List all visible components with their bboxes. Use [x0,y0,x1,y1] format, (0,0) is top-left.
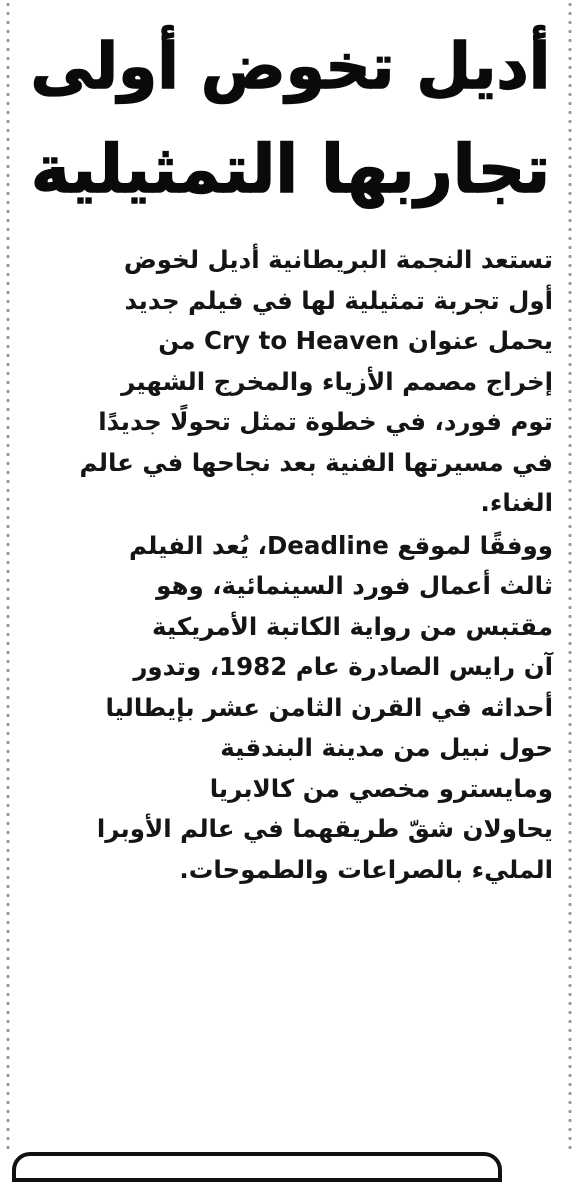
paragraph-line: في مسيرتها الفنية بعد نجاحها في عالم [79,447,553,477]
paragraph-line: ووفقًا لموقع Deadline، يُعد الفيلم [128,530,553,560]
paragraph-line: الغناء. [480,488,553,517]
headline-line-1: أديل تخوض أولى [30,29,551,103]
paragraph-line: المليء بالصراعات والطموحات. [179,854,553,884]
left-dotted-border [6,0,10,1150]
paragraph-line: توم فورد، في خطوة تمثل تحولًا جديدًا [98,407,553,436]
article-paragraph-1 [28,240,553,524]
paragraph-line: يحمل عنوان Cry to Heaven من [158,326,553,355]
right-dotted-border [568,0,572,1150]
news-article [28,0,553,890]
paragraph-line: أحداثه في القرن الثامن عشر بإيطاليا [105,692,553,722]
paragraph-line: إخراج مصمم الأزياء والمخرج الشهير [121,366,553,396]
paragraph-line: ثالث أعمال فورد السينمائية، وهو [156,571,553,600]
paragraph-line: آن رايس الصادرة عام 1982، وتدور [133,652,553,681]
paragraph-line: حول نبيل من مدينة البندقية [220,733,553,762]
article-paragraph-2 [28,526,553,891]
paragraph-line: تستعد النجمة البريطانية أديل لخوض [123,245,553,274]
paragraph-line: يحاولان شقّ طريقهما في عالم الأوبرا [96,814,553,843]
paragraph-line: ومايسترو مخصي من كالابريا [209,773,553,803]
paragraph-line: أول تجربة تمثيلية لها في فيلم جديد [124,285,553,315]
paragraph-line: مقتبس من رواية الكاتبة الأمريكية [151,611,553,641]
headline-line-2: تجاربها التمثيلية [30,131,551,208]
next-article-frame [12,1152,502,1182]
article-headline [28,14,553,222]
